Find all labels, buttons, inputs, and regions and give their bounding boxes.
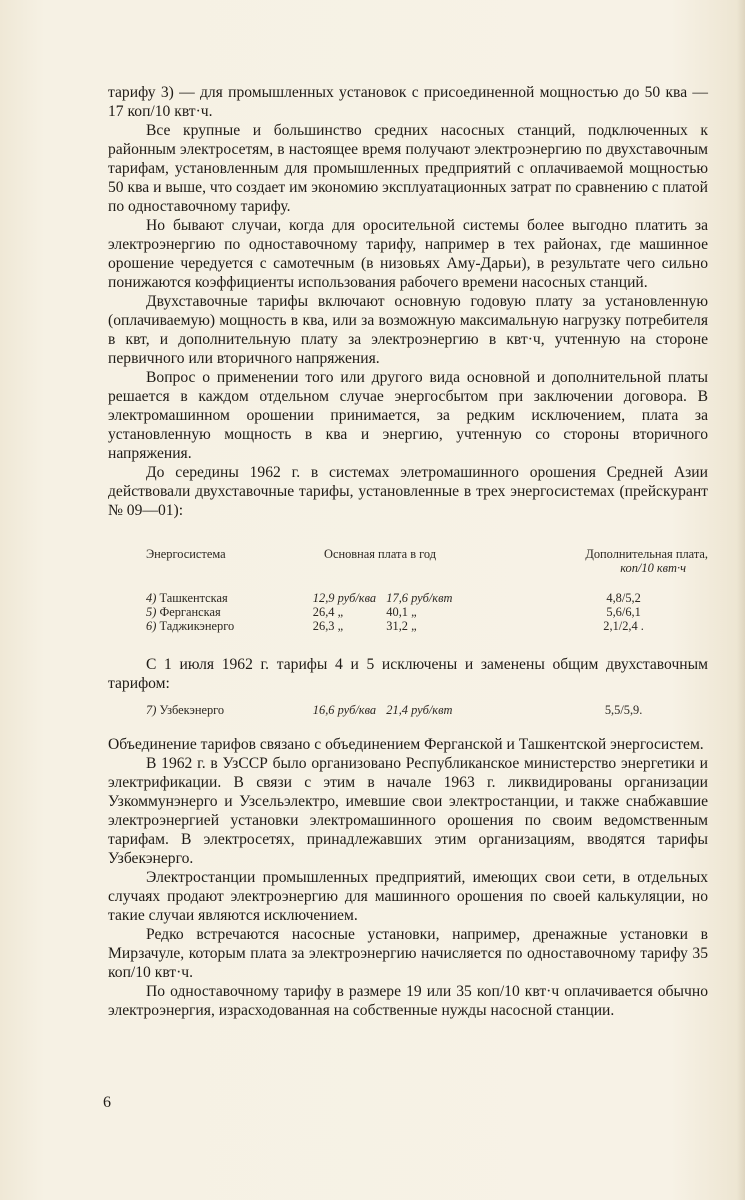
row-kva: 26,4 „	[312, 605, 344, 619]
paragraph-single-rate-cases: Но бывают случаи, когда для оросительной системы более выгодно платить за электроэнергию по одноставочному тарифу, например в тех районах, где машинное орошение чередуется с самотечным (в низовьях Аму-Дарьи), в результате чего сильно понижаются коэффициенты использования рабочего времени насосных станций.	[108, 217, 708, 291]
table-row	[146, 591, 708, 605]
paragraph-july-change: С 1 июля 1962 г. тарифы 4 и 5 исключены и заменены общим двухставочным тарифом:	[108, 656, 708, 692]
table-row-uzbekenergo	[146, 703, 708, 717]
paragraph-payment-type: Вопрос о применении того или другого вида основной и дополнительной платы решается в каждом отдельном случае энергосбытом при заключении договора. В электромашинном орошении принимается, за редким исключением, плата за установленную мощность в ква и энергию, учтенную со стороны вторичного напряжения.	[108, 369, 708, 462]
row-kvt: 17,6 руб/квт	[386, 591, 453, 605]
header-base: Основная плата в год	[324, 547, 437, 561]
page-body	[108, 83, 708, 1020]
row-extra: 5,6/6,1	[606, 605, 641, 619]
paragraph-industrial-plants: Электростанции промышленных предприятий, имеющих свои сети, в отдельных случаях продают электроэнергию для машинного орошения по своей калькуляции, но такие случаи являются исключением.	[108, 869, 708, 924]
page-number: 6	[103, 1094, 111, 1111]
paragraph-drainage: Редко встречаются насосные установки, например, дренажные установки в Мирзачуле, которым плата за электроэнергию начисляется по одноставочному тарифу 35 коп/10 квт·ч.	[108, 926, 708, 981]
row-kva: 12,9 руб/ква	[312, 591, 377, 605]
paragraph-two-rate-definition: Двухставочные тарифы включают основную годовую плату за установленную (оплачиваемую) мощность в ква, или за возможную максимальную нагрузку потребителя в квт, и дополнительную плату за электроэнергию в квт·ч, учтенную на стороне первичного или вторичного напряжения.	[108, 293, 708, 367]
row-extra: 2,1/2,4 .	[603, 619, 644, 633]
row-kvt: 21,4 руб/квт	[386, 703, 453, 717]
row-system: 5) Ферганская	[146, 605, 221, 619]
tariff-table	[146, 547, 708, 633]
paragraph-own-needs: По одноставочному тарифу в размере 19 или 35 коп/10 квт·ч оплачивается обычно электроэнергия, израсходованная на собственные нужды насосной станции.	[108, 983, 708, 1019]
header-extra: Дополнительная плата, коп/10 квт·ч	[585, 547, 708, 575]
row-kvt: 40,1 „	[386, 605, 417, 619]
row-kva: 16,6 руб/ква	[312, 703, 377, 717]
tariff-table-header	[146, 547, 708, 575]
row-system: 4) Ташкентская	[146, 591, 228, 605]
paragraph-ministry: В 1962 г. в УзССР было организовано Республиканское министерство энергетики и электрификации. В связи с этим в начале 1963 г. ликвидированы организации Узкоммунэнерго и Узсельэлектро, имевшие свои электростанции, и также снабжавшие электроэнергией установки электромашинного орошения по своим ведомственным тарифам. В электросетях, принадлежавших этим организациям, вводятся тарифы Узбекэнерго.	[108, 755, 708, 867]
paragraph-large-stations: Все крупные и большинство средних насосных станций, подключенных к районным электросетям, в настоящее время получают электроэнергию по двухставочным тарифам, установленным для промышленных предприятий с оплачиваемой мощностью 50 ква и выше, что создает им экономию эксплуатационных затрат по сравнению с платой по одноставочному тарифу.	[108, 122, 708, 215]
row-extra: 5,5/5,9.	[604, 703, 643, 717]
header-system: Энергосистема	[146, 547, 226, 561]
row-kva: 26,3 „	[312, 619, 344, 633]
row-kvt: 31,2 „	[386, 619, 417, 633]
row-extra: 4,8/5,2	[606, 591, 641, 605]
row-system: 6) Таджикэнерго	[146, 619, 235, 633]
row-system: 7) Узбекэнерго	[146, 703, 225, 717]
paragraph-tariffs-intro: До середины 1962 г. в системах элетромашинного орошения Средней Азии действовали двухставочные тарифы, установленные в трех энергосистемах (прейскурант № 09—01):	[108, 464, 708, 519]
table-row	[146, 619, 708, 633]
table-row	[146, 605, 708, 619]
page-edge-shadow	[737, 0, 745, 1200]
paragraph-continuation: тарифу 3) — для промышленных установок с присоединенной мощностью до 50 ква — 17 коп/10 квт·ч.	[108, 84, 708, 120]
paragraph-merge: Объединение тарифов связано с объединением Ферганской и Ташкентской энергосистем.	[108, 736, 704, 753]
